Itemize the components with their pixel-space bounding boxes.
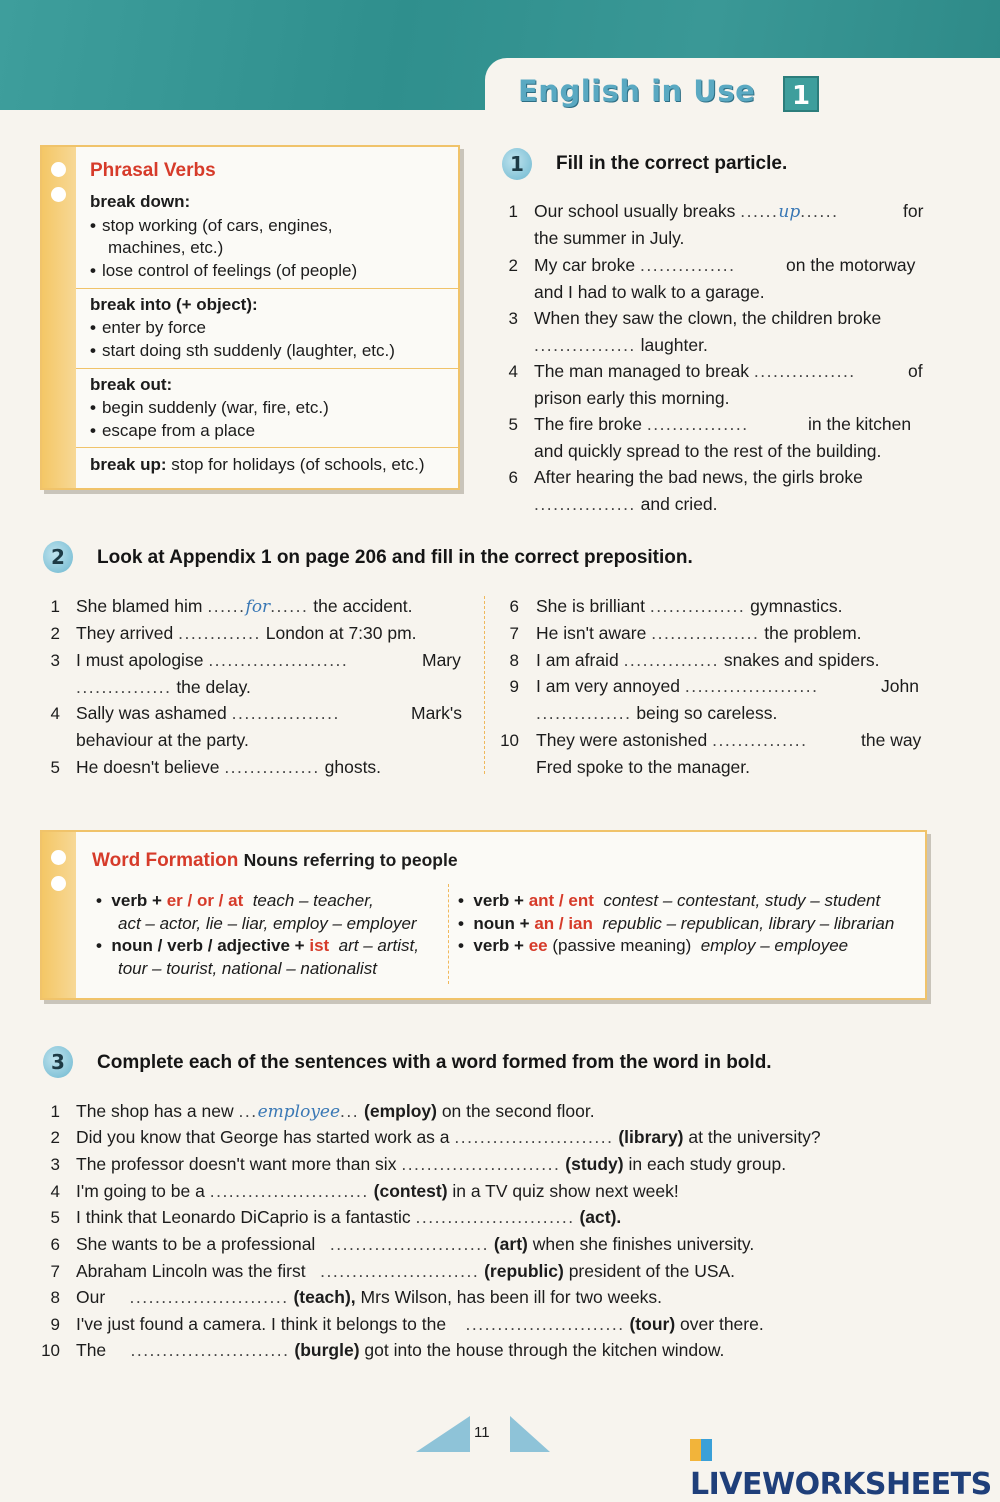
footer-triangle-right [510,1416,550,1452]
ex1-item-3-cont: ................ laughter. [534,335,708,355]
answer-field[interactable]: ............... [640,255,736,275]
answer-field[interactable]: ..................... [684,676,819,696]
ex1-item-5-cont: and quickly spread to the rest of the building. [534,441,882,461]
ex1-item-2: My car broke ............... [534,255,736,275]
column-divider [484,596,485,774]
wf-rule-ant: • verb + ant / ent contest – contestant, study – student [458,891,881,910]
column-divider [448,884,449,984]
ex1-item-4: The man managed to break ................ [534,361,856,381]
unit-badge: 1 [783,76,819,112]
ex2-item-4-cont: behaviour at the party. [76,730,249,750]
item-number: 10 [500,731,519,750]
ex2-item-3-end: Mary [422,650,461,670]
phrasal-verbs-title: Phrasal Verbs [90,160,216,181]
ex2-item-3: I must apologise ...................... [76,650,349,670]
dot-icon [51,187,66,202]
item-number: 1 [508,202,518,221]
ex3-item-1: The shop has a new ...employee... (employ) on the second floor. [76,1101,595,1122]
page-number: 11 [474,1424,490,1441]
dot-icon [51,876,66,891]
answer-field[interactable]: ............... [224,757,320,777]
item-number: 7 [50,1262,60,1281]
ex1-item-6: After hearing the bad news, the girls broke [534,467,863,487]
answer-field[interactable]: ................ [534,335,636,355]
ex2-item-9-end: John [881,676,919,696]
wf-rule-er-cont: act – actor, lie – liar, employ – employer [118,914,417,933]
pv-bullet: • stop working (of cars, engines, [90,216,333,235]
answer-field[interactable]: ......................... [129,1287,289,1307]
item-number: 7 [509,624,519,643]
item-number: 5 [50,758,60,777]
ex1-item-2-cont: and I had to walk to a garage. [534,282,765,302]
pv-divider [76,288,458,289]
ex1-item-5: The fire broke ................ [534,414,749,434]
answer-field[interactable]: ......................... [415,1207,575,1227]
word-formation-title: Word Formation Nouns referring to people [92,850,458,871]
answer-field[interactable]: ......................... [130,1340,290,1360]
item-number: 8 [50,1288,60,1307]
wf-rule-ee: • verb + ee (passive meaning) employ – employee [458,936,849,955]
ex2-item-10-end: the way [861,730,922,750]
answer-field[interactable]: ......................... [465,1314,625,1334]
item-number: 4 [508,362,518,381]
pv-section-break-up: break up: stop for holidays (of schools, etc.) [90,455,425,474]
pv-head: break out: [90,375,173,394]
pv-bullet: • escape from a place [90,421,256,440]
item-number: 2 [508,256,518,275]
answer-field[interactable]: ................ [753,361,856,381]
exercise-2-number: 2 [43,541,73,573]
ex2-item-8: I am afraid ............... snakes and spiders. [536,650,880,670]
item-number: 1 [50,1102,60,1121]
pv-head: break into (+ object): [90,295,258,314]
ex2-item-7: He isn't aware ................. the problem. [536,623,862,643]
ex1-item-1: Our school usually breaks ......up...... [534,201,839,222]
item-number: 3 [508,309,518,328]
item-number: 9 [509,677,519,696]
pv-bullet: • enter by force [90,318,206,337]
answer-field[interactable]: ......................... [209,1181,369,1201]
item-number: 5 [508,415,518,434]
pv-bullet: • start doing sth suddenly (laughter, etc.) [90,341,395,360]
answer-field[interactable]: ......................... [401,1154,561,1174]
pv-bullet: • begin suddenly (war, fire, etc.) [90,398,329,417]
ex3-item-6: She wants to be a professional ......................... (art) when she finishes university. [76,1234,755,1254]
answer-field[interactable]: ............... [76,677,172,697]
footer-triangle-left [416,1416,470,1452]
answer-field[interactable]: up [778,202,801,222]
exercise-3-title: Complete each of the sentences with a word formed from the word in bold. [97,1052,772,1073]
answer-field[interactable]: for [245,597,271,617]
answer-field[interactable]: ............... [623,650,719,670]
exercise-3-number: 3 [43,1046,73,1078]
ex1-item-1-end: for [903,201,924,221]
item-number: 8 [509,651,519,670]
ex2-item-2: They arrived ............. London at 7:30 pm. [76,623,417,643]
ex2-item-10-cont: Fred spoke to the manager. [536,757,751,777]
ex2-item-6: She is brilliant ............... gymnastics. [536,596,843,616]
pv-head: break down: [90,192,191,211]
answer-field[interactable]: ...................... [208,650,349,670]
box-strip [42,832,76,998]
answer-field[interactable]: employee [257,1102,341,1122]
ex2-item-10: They were astonished ............... [536,730,808,750]
page-title: English in Use [518,74,756,108]
wf-rule-an: • noun + an / ian republic – republican, library – librarian [458,914,895,933]
ex2-item-9-cont: ............... being so careless. [536,703,778,723]
ex1-item-3: When they saw the clown, the children broke [534,308,882,328]
answer-field[interactable]: ............... [649,596,746,616]
item-number: 10 [41,1341,60,1360]
ex1-item-2-end: on the motorway [786,255,916,275]
liveworksheets-logo-icon [690,1439,712,1461]
ex3-item-3: The professor doesn't want more than six ......................... (study) in each study group. [76,1154,787,1174]
ex2-item-5: He doesn't believe ............... ghosts. [76,757,382,777]
ex1-item-4-cont: prison early this morning. [534,388,730,408]
ex3-item-4: I'm going to be a ......................... (contest) in a TV quiz show next week! [76,1181,679,1201]
item-number: 4 [50,704,60,723]
ex3-item-5: I think that Leonardo DiCaprio is a fantastic ......................... (act). [76,1207,622,1227]
phrasal-verbs-box [40,145,460,490]
ex3-item-8: Our ......................... (teach), Mrs Wilson, has been ill for two weeks. [76,1287,663,1307]
item-number: 9 [50,1315,60,1334]
word-formation-box [40,830,927,1000]
answer-field[interactable]: ......................... [329,1234,489,1254]
item-number: 6 [50,1235,60,1254]
ex2-item-4: Sally was ashamed ................. [76,703,340,723]
wf-rule-ist: • noun / verb / adjective + ist art – artist, [96,936,419,955]
ex2-item-3-cont: ............... the delay. [76,677,251,697]
ex3-item-7: Abraham Lincoln was the first ......................... (republic) president of the USA. [76,1261,736,1281]
dot-icon [51,162,66,177]
wf-rule-ist-cont: tour – tourist, national – nationalist [118,959,377,978]
answer-field[interactable]: ................ [534,494,636,514]
item-number: 2 [50,1128,60,1147]
answer-field[interactable]: ................. [231,703,340,723]
exercise-1-number: 1 [502,148,532,180]
answer-field[interactable]: ............... [536,703,632,723]
answer-field[interactable]: ......................... [454,1127,614,1147]
item-number: 2 [50,624,60,643]
ex2-item-1: She blamed him ......for...... the accident. [76,596,413,617]
answer-field[interactable]: ............. [178,623,261,643]
ex3-item-9: I've just found a camera. I think it belongs to the ......................... (tour) over there. [76,1314,764,1334]
ex1-item-6-cont: ................ and cried. [534,494,718,514]
watermark: LIVEWORKSHEETS [690,1432,1000,1502]
dot-icon [51,850,66,865]
exercise-1-title: Fill in the correct particle. [556,153,788,174]
ex2-item-9: I am very annoyed ..................... [536,676,819,696]
pv-bullet: • lose control of feelings (of people) [90,261,358,280]
answer-field[interactable]: ................. [651,623,760,643]
item-number: 5 [50,1208,60,1227]
answer-field[interactable]: ......................... [320,1261,480,1281]
answer-field[interactable]: ............... [712,730,808,750]
item-number: 3 [50,651,60,670]
pv-divider [76,368,458,369]
pv-divider [76,447,458,448]
ex2-item-4-end: Mark's [411,703,462,723]
ex1-item-1-cont: the summer in July. [534,228,685,248]
item-number: 6 [509,597,519,616]
ex3-item-10: The ......................... (burgle) got into the house through the kitchen window. [76,1340,725,1360]
item-number: 1 [50,597,60,616]
exercise-2-title: Look at Appendix 1 on page 206 and fill in the correct preposition. [97,547,693,568]
ex3-item-2: Did you know that George has started work as a ......................... (library) at the university? [76,1127,821,1147]
pv-bullet-cont: machines, etc.) [108,238,224,257]
box-strip [42,147,76,488]
answer-field[interactable]: ................ [646,414,749,434]
ex1-item-5-end: in the kitchen [808,414,912,434]
ex1-item-4-end: of [908,361,923,381]
item-number: 4 [50,1182,60,1201]
item-number: 3 [50,1155,60,1174]
wf-rule-er: • verb + er / or / at teach – teacher, [96,891,374,910]
item-number: 6 [508,468,518,487]
